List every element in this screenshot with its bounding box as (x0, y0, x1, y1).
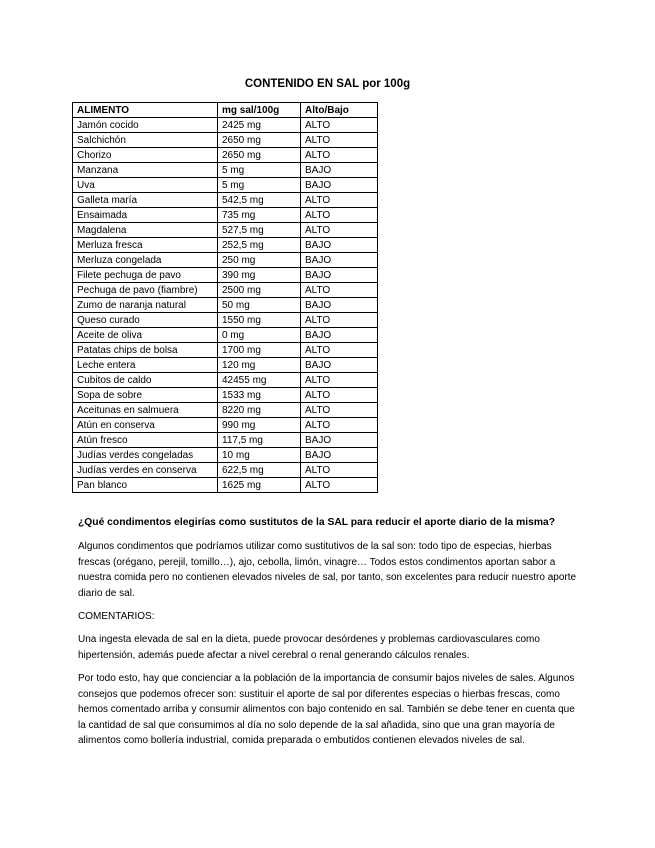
cell-alto-bajo: BAJO (301, 448, 378, 463)
cell-alto-bajo: ALTO (301, 208, 378, 223)
cell-alimento: Magdalena (73, 223, 218, 238)
table-row (73, 178, 378, 193)
header-mg-sal: mg sal/100g (218, 103, 301, 118)
cell-mg-sal: 42455 mg (218, 373, 301, 388)
table-row (73, 403, 378, 418)
table-row (73, 358, 378, 373)
document-title: CONTENIDO EN SAL por 100g (244, 78, 411, 90)
table-row (73, 253, 378, 268)
cell-alto-bajo: ALTO (301, 373, 378, 388)
cell-alimento: Judías verdes en conserva (73, 463, 218, 478)
header-alto-bajo: Alto/Bajo (301, 103, 378, 118)
table-row (73, 298, 378, 313)
cell-alimento: Manzana (73, 163, 218, 178)
table-row (73, 118, 378, 133)
cell-alimento: Cubitos de caldo (73, 373, 218, 388)
cell-alto-bajo: ALTO (301, 223, 378, 238)
header-alimento: ALIMENTO (73, 103, 218, 118)
table-row (73, 328, 378, 343)
cell-alimento: Sopa de sobre (73, 388, 218, 403)
cell-alimento: Judías verdes congeladas (73, 448, 218, 463)
cell-alto-bajo: ALTO (301, 193, 378, 208)
cell-mg-sal: 622,5 mg (218, 463, 301, 478)
comment-paragraph-1: Una ingesta elevada de sal en la dieta, puede provocar desórdenes y problemas cardiovasculares como hipertensión, además puede afectar a nivel cerebral o renal generando cálculos renales. (78, 634, 540, 661)
cell-alto-bajo: BAJO (301, 328, 378, 343)
cell-mg-sal: 390 mg (218, 268, 301, 283)
table-row (73, 373, 378, 388)
table-row (73, 283, 378, 298)
table-row (73, 478, 378, 493)
table-row (73, 238, 378, 253)
cell-alimento: Merluza congelada (73, 253, 218, 268)
salt-content-table (72, 102, 378, 493)
cell-mg-sal: 990 mg (218, 418, 301, 433)
cell-mg-sal: 0 mg (218, 328, 301, 343)
cell-alimento: Queso curado (73, 313, 218, 328)
cell-alimento: Leche entera (73, 358, 218, 373)
cell-alto-bajo: ALTO (301, 418, 378, 433)
cell-alimento: Merluza fresca (73, 238, 218, 253)
cell-mg-sal: 10 mg (218, 448, 301, 463)
cell-mg-sal: 50 mg (218, 298, 301, 313)
table-row (73, 133, 378, 148)
cell-alto-bajo: BAJO (301, 433, 378, 448)
table-row (73, 268, 378, 283)
cell-alimento: Patatas chips de bolsa (73, 343, 218, 358)
cell-mg-sal: 250 mg (218, 253, 301, 268)
cell-alto-bajo: ALTO (301, 118, 378, 133)
cell-alimento: Chorizo (73, 148, 218, 163)
cell-mg-sal: 252,5 mg (218, 238, 301, 253)
cell-alto-bajo: BAJO (301, 163, 378, 178)
table-row (73, 148, 378, 163)
question-heading: ¿Qué condimentos elegirías como sustitutos de la SAL para reducir el aporte diario de la misma? (78, 517, 556, 528)
table-row (73, 388, 378, 403)
cell-alimento: Atún en conserva (73, 418, 218, 433)
table-row (73, 463, 378, 478)
cell-alto-bajo: ALTO (301, 313, 378, 328)
cell-mg-sal: 735 mg (218, 208, 301, 223)
cell-mg-sal: 542,5 mg (218, 193, 301, 208)
cell-alto-bajo: BAJO (301, 268, 378, 283)
cell-alto-bajo: ALTO (301, 283, 378, 298)
cell-alto-bajo: ALTO (301, 403, 378, 418)
cell-alto-bajo: ALTO (301, 388, 378, 403)
table-row (73, 343, 378, 358)
cell-mg-sal: 8220 mg (218, 403, 301, 418)
cell-mg-sal: 1550 mg (218, 313, 301, 328)
cell-alimento: Zumo de naranja natural (73, 298, 218, 313)
cell-alto-bajo: BAJO (301, 358, 378, 373)
cell-alimento: Jamón cocido (73, 118, 218, 133)
cell-alimento: Aceitunas en salmuera (73, 403, 218, 418)
cell-mg-sal: 5 mg (218, 163, 301, 178)
cell-mg-sal: 120 mg (218, 358, 301, 373)
cell-alto-bajo: ALTO (301, 148, 378, 163)
table-row (73, 418, 378, 433)
cell-mg-sal: 2650 mg (218, 148, 301, 163)
cell-alto-bajo: ALTO (301, 463, 378, 478)
cell-alimento: Atún fresco (73, 433, 218, 448)
table-row (73, 448, 378, 463)
cell-mg-sal: 527,5 mg (218, 223, 301, 238)
cell-mg-sal: 1625 mg (218, 478, 301, 493)
cell-alimento: Filete pechuga de pavo (73, 268, 218, 283)
table-row (73, 433, 378, 448)
cell-alimento: Galleta maría (73, 193, 218, 208)
cell-alto-bajo: ALTO (301, 478, 378, 493)
cell-alto-bajo: BAJO (301, 238, 378, 253)
cell-alimento: Uva (73, 178, 218, 193)
table-row (73, 208, 378, 223)
table-row (73, 223, 378, 238)
table-row (73, 193, 378, 208)
cell-alto-bajo: ALTO (301, 133, 378, 148)
cell-mg-sal: 1533 mg (218, 388, 301, 403)
table-row (73, 313, 378, 328)
cell-alimento: Salchichón (73, 133, 218, 148)
cell-alto-bajo: BAJO (301, 178, 378, 193)
cell-alimento: Pechuga de pavo (fiambre) (73, 283, 218, 298)
cell-mg-sal: 2425 mg (218, 118, 301, 133)
answer-paragraph: Algunos condimentos que podríamos utilizar como sustitutivos de la sal son: todo tipo de especias, hierbas frescas (orégano, perejil, tomillo…), ajo, cebolla, limón, vinagre… Todos estos condimentos aportan sabor a nuestra comida pero no contienen elevados niveles de sal, por tanto, son excelentes para reducir nuestro aporte diario de sal. (78, 541, 577, 599)
cell-mg-sal: 1700 mg (218, 343, 301, 358)
cell-mg-sal: 117,5 mg (218, 433, 301, 448)
cell-alto-bajo: ALTO (301, 343, 378, 358)
cell-alimento: Aceite de oliva (73, 328, 218, 343)
cell-mg-sal: 5 mg (218, 178, 301, 193)
table-header-row (73, 103, 378, 118)
cell-mg-sal: 2500 mg (218, 283, 301, 298)
table-row (73, 163, 378, 178)
cell-alimento: Ensaimada (73, 208, 218, 223)
comments-heading: COMENTARIOS: (78, 611, 155, 622)
cell-alto-bajo: BAJO (301, 253, 378, 268)
cell-mg-sal: 2650 mg (218, 133, 301, 148)
cell-alimento: Pan blanco (73, 478, 218, 493)
table-body (73, 118, 378, 493)
comment-paragraph-2: Por todo esto, hay que concienciar a la población de la importancia de consumir bajos niveles de sales. Algunos consejos que podemos ofrecer son: sustituir el aporte de sal por diferentes especias o hierbas frescas, como hemos comentado arriba y consumir alimentos con bajo contenido en sal. También se debe tener en cuenta que la cantidad de sal que consumimos al día no solo depende de la sal añadida, sino que una gran mayoría de alimentos como bollería industrial, comida preparada o embutidos contienen elevados niveles de sal. (78, 673, 575, 746)
cell-alto-bajo: BAJO (301, 298, 378, 313)
